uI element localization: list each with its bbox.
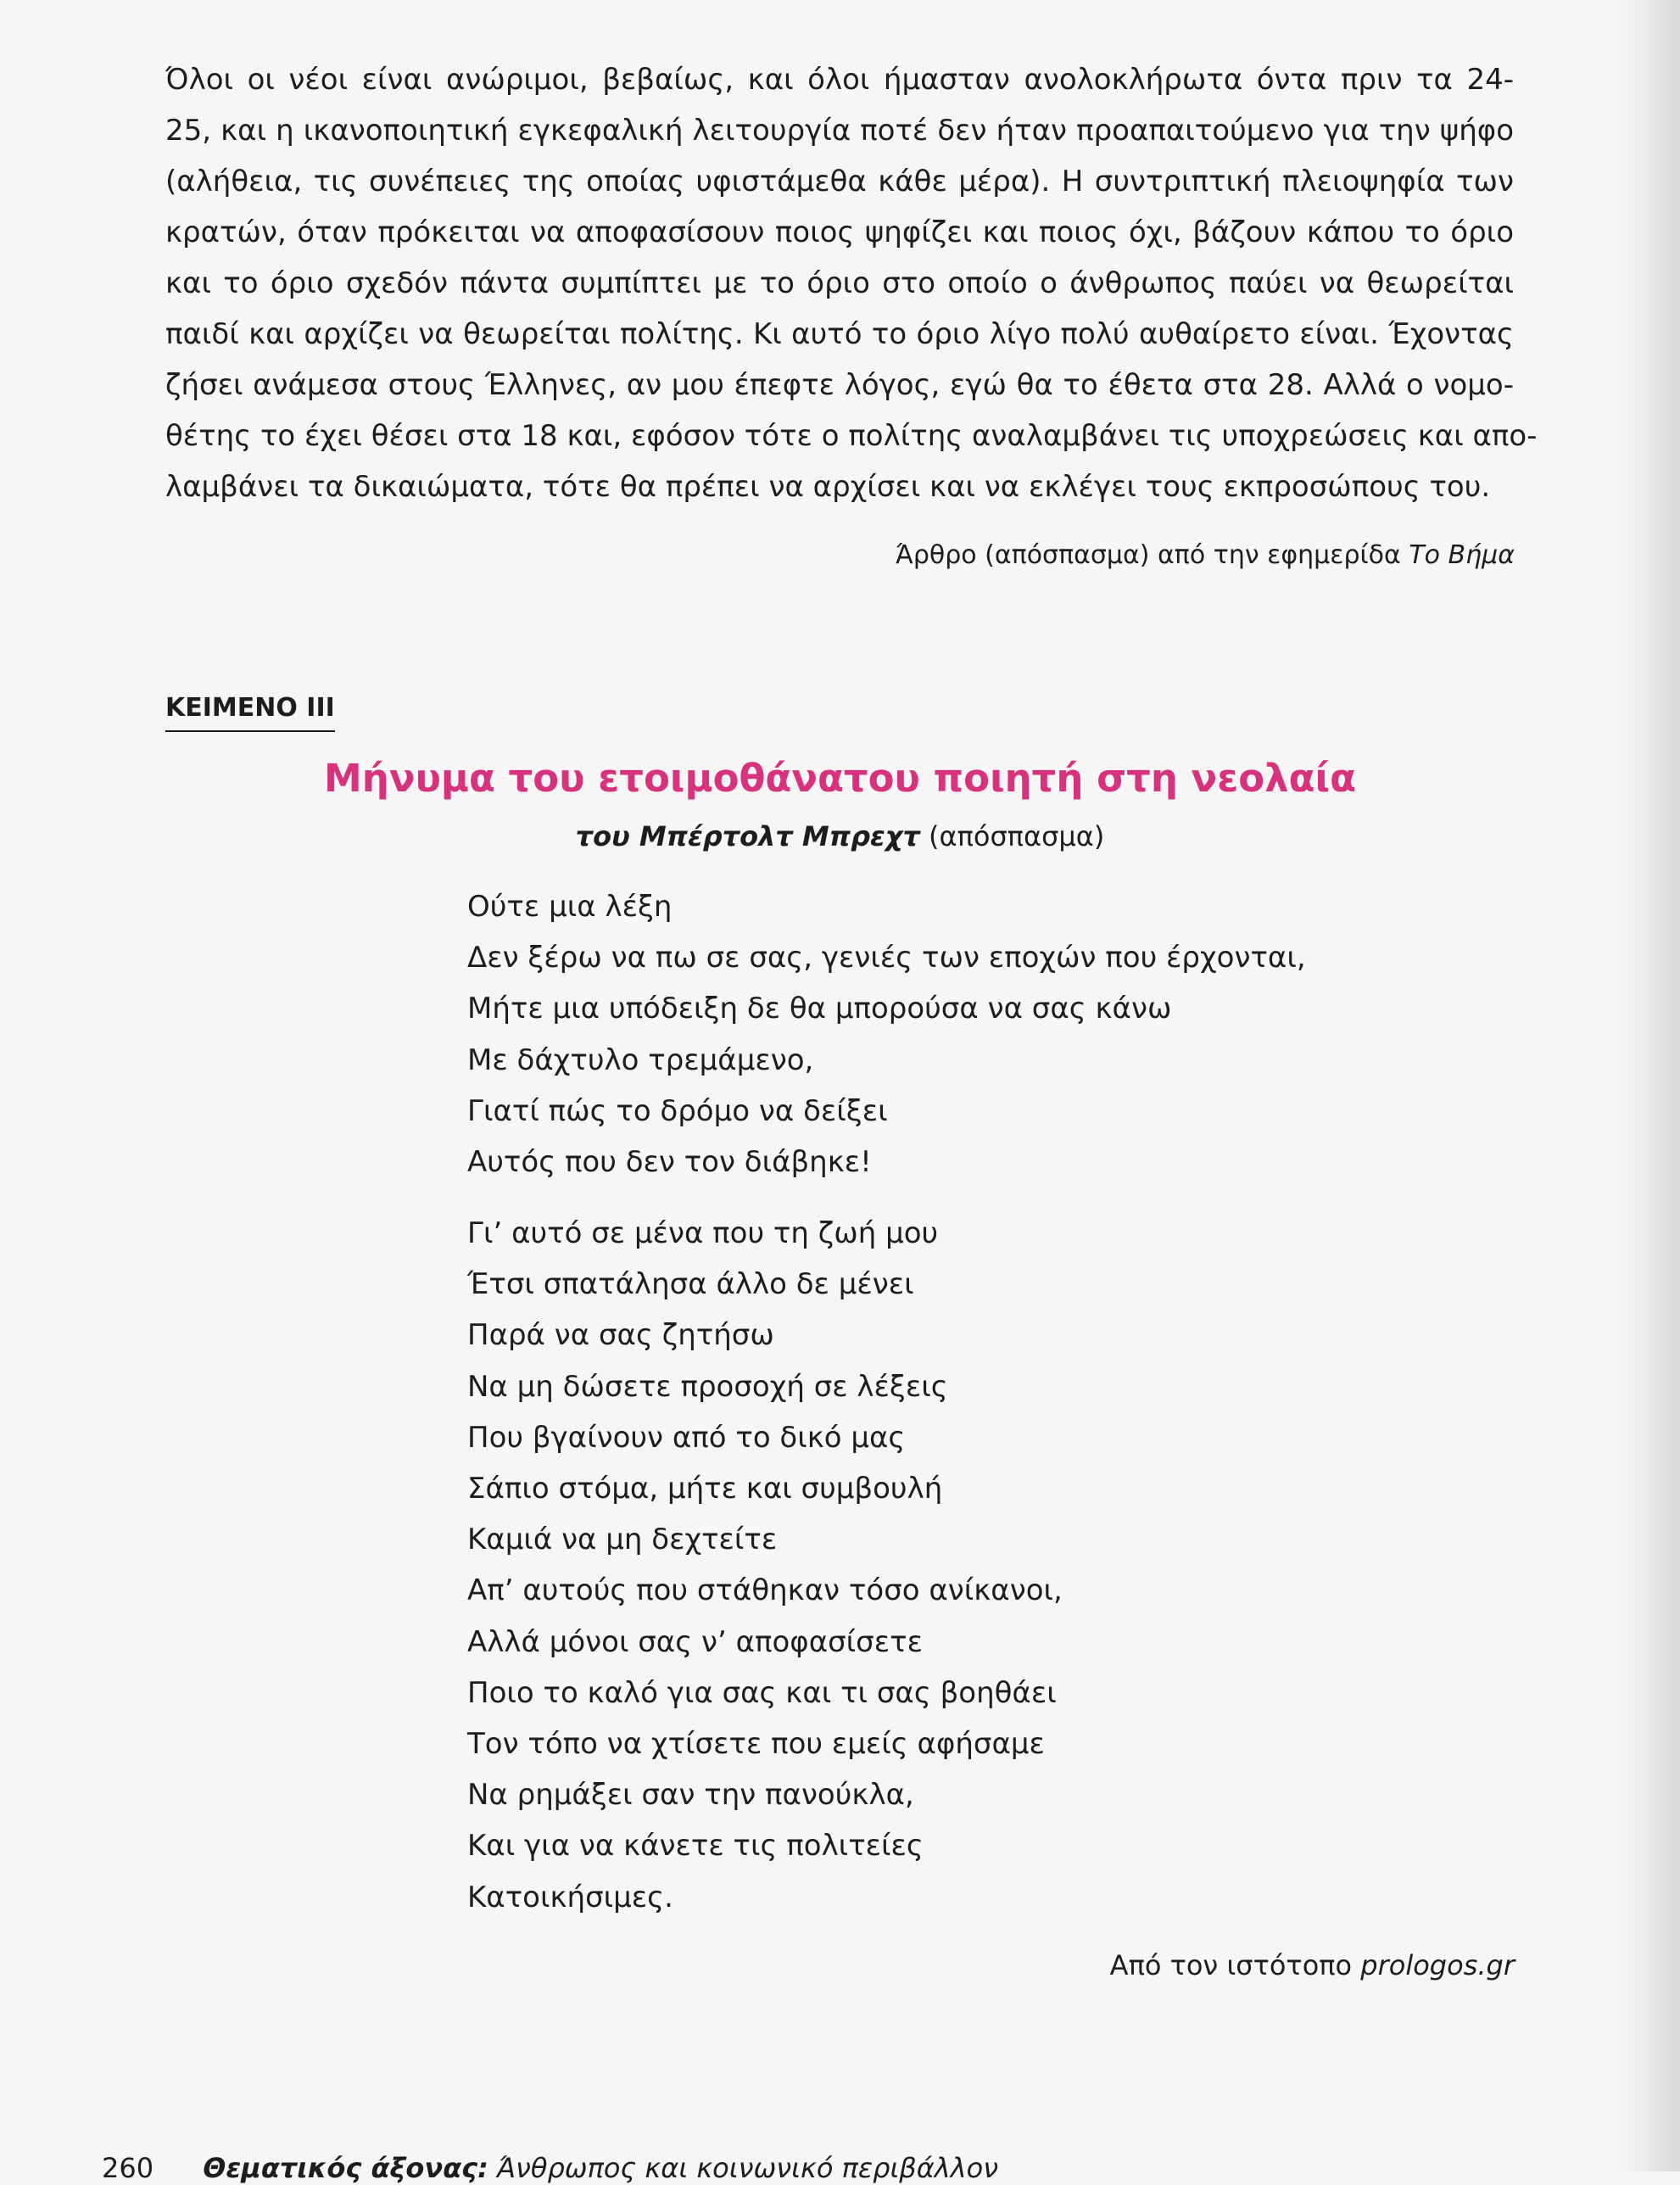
poem-verse: Ποιο το καλό για σας και τι σας βοηθάει	[467, 1675, 1057, 1710]
poem-verse: Να μη δώσετε προσοχή σε λέξεις	[467, 1369, 948, 1404]
page-edge-shadow	[1612, 0, 1680, 2171]
poem-author: του Μπέρτολτ Μπρεχτ	[575, 820, 920, 852]
poem-subtitle	[0, 816, 1680, 857]
poem-verse: Που βγαίνουν από το δικό μας	[467, 1420, 906, 1455]
poem-verse: Απ’ αυτούς που στάθηκαν τόσο ανίκανοι,	[467, 1573, 1063, 1608]
poem-verse: Και για να κάνετε τις πολιτείες	[467, 1829, 924, 1864]
poem-verse: Έτσι σπατάλησα άλλο δε μένει	[467, 1267, 914, 1302]
page-number: 260	[102, 2152, 154, 2184]
poem-title: Μήνυμα του ετοιμοθάνατου ποιητή στη νεολαία	[324, 756, 1356, 801]
poem-verse: Κατοικήσιμες.	[467, 1880, 673, 1914]
article-line: θέτης το έχει θέσει στα 18 και, εφόσον τότε ο πολίτης αναλαμβάνει τις υποχρεώσεις και απο-	[165, 419, 1538, 453]
poem-verse: Με δάχτυλο τρεμάμενο,	[467, 1042, 814, 1077]
page-footer	[102, 2151, 998, 2185]
poem-note: (απόσπασμα)	[929, 820, 1105, 852]
poem-verse: Να ρημάξει σαν την πανούκλα,	[467, 1778, 914, 1813]
poem-verse: Γιατί πώς το δρόμο να δείξει	[467, 1093, 888, 1128]
poem-verse: Παρά να σας ζητήσω	[467, 1318, 774, 1353]
poem-source	[1110, 1944, 1515, 1987]
poem-verse: Γι’ αυτό σε μένα που τη ζωή μου	[467, 1216, 939, 1250]
poem-source-site: prologos.gr	[1360, 1949, 1515, 1981]
article-line: ζήσει ανάμεσα στους Έλληνες, αν μου έπεφτε λόγος, εγώ θα το έθετα στα 28. Αλλά ο νομο-	[165, 368, 1514, 402]
poem-verse: Τον τόπο να χτίσετε που εμείς αφήσαμε	[467, 1727, 1045, 1762]
poem-verse: Δεν ξέρω να πω σε σας, γενιές των εποχών που έρχονται,	[467, 941, 1306, 975]
article-excerpt	[165, 54, 1538, 512]
article-line: 25, και η ικανοποιητική εγκεφαλική λειτουργία ποτέ δεν ήταν προαπαιτούμενο για την ψήφο	[165, 114, 1514, 148]
poem-verse: Σάπιο στόμα, μήτε και συμβουλή	[467, 1472, 943, 1506]
article-line: (αλήθεια, τις συνέπειες της οποίας υφιστάμεθα κάθε μέρα). Η συντριπτική πλειοψηφία των	[165, 165, 1514, 198]
article-line: λαμβάνει τα δικαιώματα, τότε θα πρέπει να αρχίσει και να εκλέγει τους εκπροσώπους του.	[165, 470, 1491, 504]
poem-source-prefix: Από τον ιστότοπο	[1109, 1949, 1361, 1981]
poem-verse: Αλλά μόνοι σας ν’ αποφασίσετε	[467, 1624, 923, 1659]
article-line: κρατών, όταν πρόκειται να αποφασίσουν ποιος ψηφίζει και ποιος όχι, βάζουν κάπου το όριο	[165, 215, 1514, 249]
section-label: ΚΕΙΜΕΝΟ III	[165, 691, 335, 732]
article-source-prefix: Άρθρο (απόσπασμα) από την εφημερίδα	[896, 540, 1409, 570]
article-line: Όλοι οι νέοι είναι ανώριμοι, βεβαίως, και όλοι ήμασταν ανολοκλήρωτα όντα πριν τα 24-	[165, 63, 1514, 97]
chapter-label: Θεματικός άξονας:	[203, 2152, 488, 2184]
chapter-title: Άνθρωπος και κοινωνικό περιβάλλον	[497, 2152, 999, 2184]
article-line: και το όριο σχεδόν πάντα συμπίπτει με το όριο στο οποίο ο άνθρωπος παύει να θεωρείται	[165, 266, 1514, 300]
poem-verse: Ούτε μια λέξη	[467, 890, 673, 924]
article-source-title: Το Βήμα	[1409, 540, 1515, 570]
poem-verse: Αυτός που δεν τον διάβηκε!	[467, 1145, 872, 1180]
article-line: παιδί και αρχίζει να θεωρείται πολίτης. Κι αυτό το όριο λίγο πολύ αυθαίρετο είναι. Έχοντας	[165, 317, 1514, 351]
poem-verse: Καμιά να μη δεχτείτε	[467, 1523, 778, 1557]
poem-stanza-1	[467, 881, 1306, 1188]
poem-stanza-2	[467, 1208, 1063, 1923]
poem-verse: Μήτε μια υπόδειξη δε θα μπορούσα να σας κάνω	[467, 992, 1172, 1026]
article-source	[896, 534, 1515, 577]
